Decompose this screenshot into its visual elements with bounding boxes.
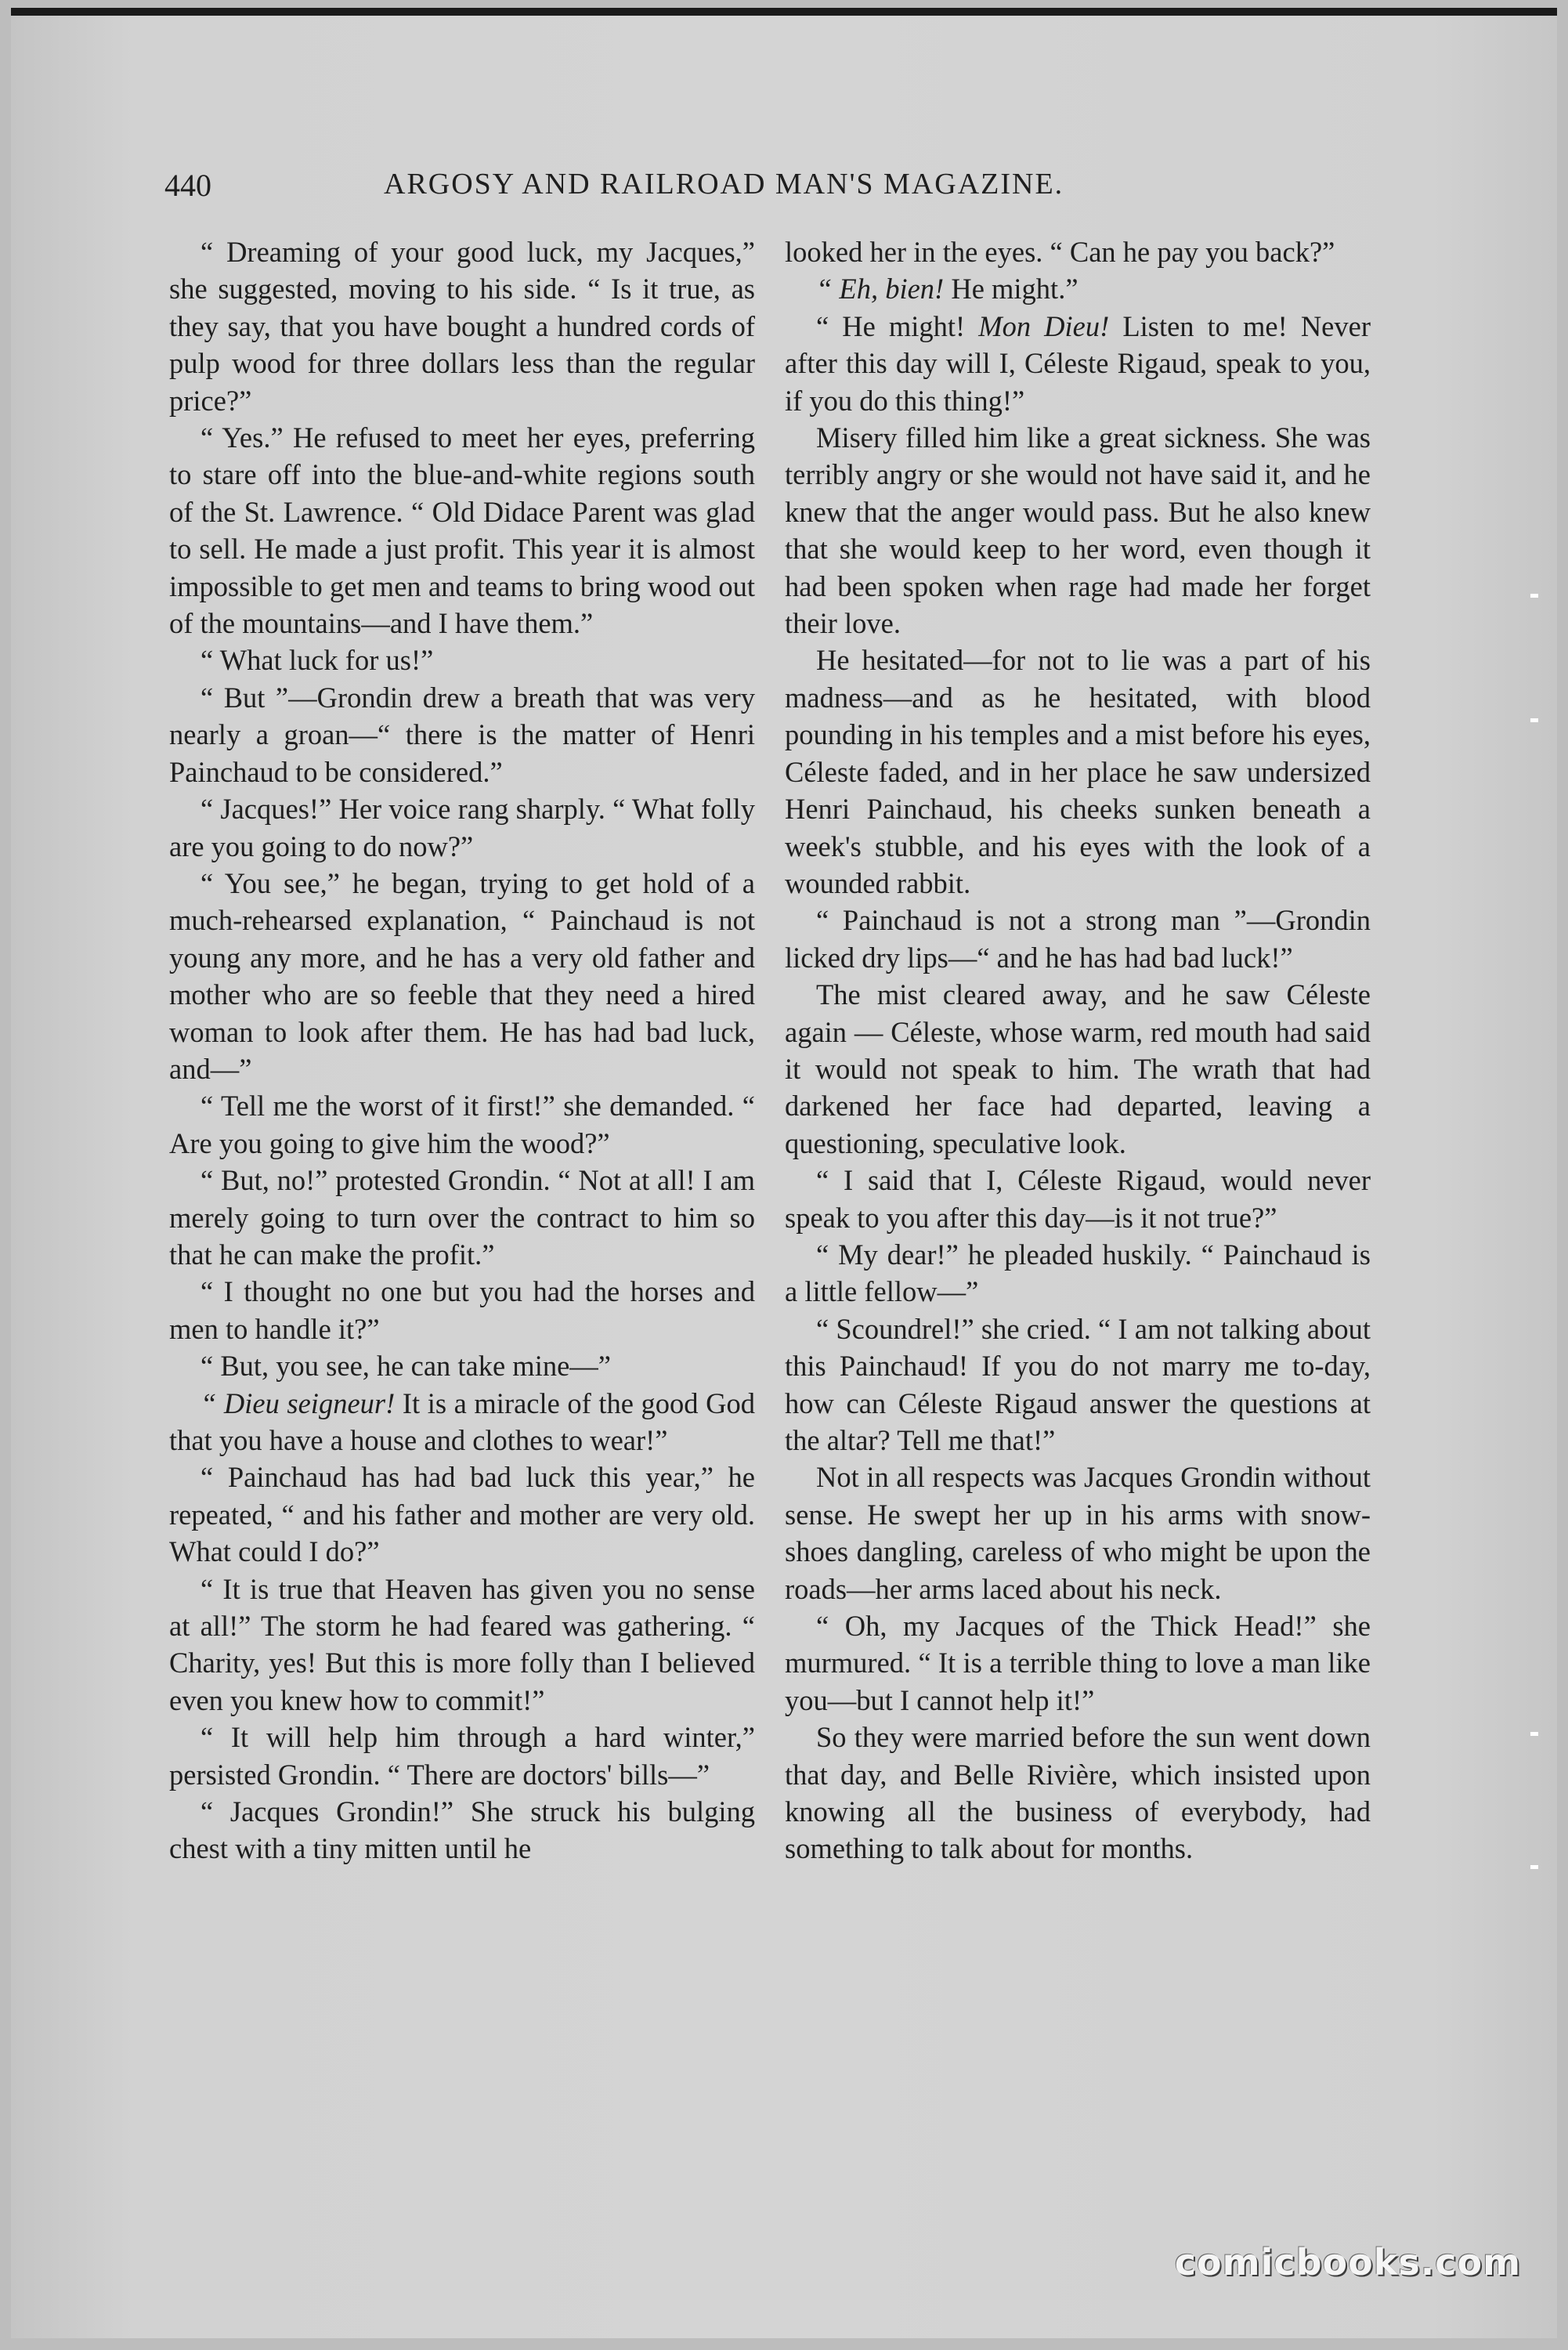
paragraph-text: “ Jacques Grondin!” She struck his bulging chest with a tiny mitten until he (169, 1795, 755, 1865)
paragraph (169, 1571, 755, 1719)
paragraph-text: He might.” (944, 273, 1078, 306)
paragraph-text: looked her in the eyes. “ Can he pay you back?” (785, 236, 1335, 268)
paragraph (785, 233, 1371, 270)
page-number: 440 (164, 168, 211, 203)
paragraph (169, 679, 755, 790)
paragraph-text: “ Painchaud is not a strong man ”—Grondin licked dry lips—“ and he has had bad luck!” (785, 904, 1371, 974)
paragraph-text: “ Dreaming of your good luck, my Jacques,” she suggested, moving to his side. “ Is it true, as they say, that you have bought a hundred cords of pulp wood for three dollars less than the regular price?” (169, 236, 755, 417)
paragraph-italic-text: “ Eh, bien! (816, 273, 945, 306)
paragraph (785, 1236, 1371, 1311)
paragraph (785, 1459, 1371, 1607)
paragraph-text: The mist cleared away, and he saw Céleste again — Céleste, whose warm, red mouth had said it would not speak to him. The wrath that had darkened her face had departed, leaving a questioning, speculative look. (785, 978, 1371, 1159)
paragraph-text: “ Painchaud has had bad luck this year,” he repeated, “ and his father and mother are very old. What could I do?” (169, 1461, 755, 1568)
paragraph-text: “ I said that I, Céleste Rigaud, would never speak to you after this day—is it not true?” (785, 1164, 1371, 1234)
paragraph-text: “ It is true that Heaven has given you no sense at all!” The storm he had feared was gathering. “ Charity, yes! But this is more folly than I believed even you knew how to commit!” (169, 1572, 755, 1716)
edge-mark (1530, 718, 1538, 722)
paragraph-text: “ My dear!” he pleaded huskily. “ Painchaud is a little fellow—” (785, 1238, 1371, 1308)
paragraph (169, 790, 755, 865)
paragraph (169, 233, 755, 419)
paragraph-text: “ It will help him through a hard winter,” persisted Grondin. “ There are doctors' bills—” (169, 1721, 755, 1791)
paragraph (785, 976, 1371, 1162)
paragraph (169, 1459, 755, 1570)
paragraph-text: “ You see,” he began, trying to get hold of a much-rehearsed explanation, “ Painchaud is not young any more, and he has a very old father and mother who are so feeble that they need a hired woman to look after them. He has had bad luck, and—” (169, 866, 755, 1085)
paragraph-italic-text: Mon Dieu! (978, 309, 1110, 342)
page-top-edge (11, 8, 1557, 16)
paragraph-text: “ Tell me the worst of it first!” she demanded. “ Are you going to give him the wood?” (169, 1090, 755, 1159)
paragraph (785, 642, 1371, 902)
paragraph (785, 902, 1371, 976)
right-text-column (785, 233, 1371, 1867)
edge-mark (1530, 594, 1538, 598)
paragraph-text: “ But ”—Grondin drew a breath that was very nearly a groan—“ there is the matter of Henri Painchaud to be considered.” (169, 681, 755, 788)
paragraph (785, 1719, 1371, 1867)
paragraph-text: “ He might! (816, 309, 979, 342)
paragraph-text: “ But, you see, he can take mine—” (201, 1350, 611, 1383)
paragraph (169, 1719, 755, 1793)
paragraph (785, 419, 1371, 642)
paragraph (169, 865, 755, 1087)
paragraph-text: “ Jacques!” Her voice rang sharply. “ What folly are you going to do now?” (169, 793, 755, 862)
paragraph (785, 1607, 1371, 1719)
paragraph-text: “ Yes.” He refused to meet her eyes, preferring to stare off into the blue-and-white regions south of the St. Lawrence. “ Old Didace Parent was glad to sell. He made a just profit. This year it is almost impossible to get men and teams to bring wood out of the mountains—and I have them.” (169, 421, 755, 640)
paragraph-text: Not in all respects was Jacques Grondin without sense. He swept her up in his arms with snow-shoes dangling, careless of who might be upon the roads—her arms laced about his neck. (785, 1461, 1371, 1605)
paragraph-text: “ I thought no one but you had the horses and men to handle it?” (169, 1275, 755, 1345)
left-text-column (169, 233, 755, 1867)
paragraph-text: So they were married before the sun went down that day, and Belle Rivière, which insisted upon knowing all the business of everybody, had something to talk about for months. (785, 1721, 1371, 1865)
paragraph (169, 419, 755, 642)
paragraph-text: “ Oh, my Jacques of the Thick Head!” she murmured. “ It is a terrible thing to love a man like you—but I cannot help it!” (785, 1610, 1371, 1716)
paragraph (785, 1311, 1371, 1459)
magazine-page (11, 8, 1557, 2338)
edge-mark (1530, 1865, 1538, 1869)
paragraph (169, 1385, 755, 1459)
paragraph (169, 1087, 755, 1162)
paragraph-text: It is a miracle of the good God that you have a house and clothes to wear!” (169, 1386, 755, 1456)
edge-mark (1530, 1732, 1538, 1736)
paragraph (785, 270, 1371, 307)
paragraph-text: He hesitated—for not to lie was a part of his madness—and as he hesitated, with blood pounding in his temples and a mist before his eyes, Céleste faded, and in her place he saw undersized Henri Painchaud, his cheeks sunken beneath a week's stubble, and his eyes with the look of a wounded rabbit. (785, 644, 1371, 899)
running-head: ARGOSY AND RAILROAD MAN'S MAGAZINE. (384, 168, 1064, 201)
paragraph (785, 1162, 1371, 1236)
paragraph (169, 1273, 755, 1347)
paragraph (169, 1162, 755, 1273)
paragraph-text: “ Scoundrel!” she cried. “ I am not talking about this Painchaud! If you do not marry me to-day, how can Céleste Rigaud answer the questions at the altar? Tell me that!” (785, 1312, 1371, 1456)
paragraph (169, 1347, 755, 1384)
paragraph-text: Listen to me! Never after this day will I, Céleste Rigaud, speak to you, if you do this thing!” (785, 309, 1371, 417)
paragraph-text: Misery filled him like a great sickness. She was terribly angry or she would not have said it, and he knew that the anger would pass. But he also knew that she would keep to her word, even though it had been spoken when rage had made her forget their love. (785, 421, 1371, 640)
paragraph-text: “ What luck for us!” (201, 644, 434, 677)
watermark-logo: comicbooks.com (1174, 2241, 1521, 2283)
paragraph (785, 308, 1371, 419)
paragraph-italic-text: “ Dieu seigneur! (201, 1386, 396, 1419)
paragraph-text: “ But, no!” protested Grondin. “ Not at all! I am merely going to turn over the contract to him so that he can make the profit.” (169, 1164, 755, 1271)
page-header (164, 167, 1151, 206)
paragraph (169, 1793, 755, 1867)
paragraph (169, 642, 755, 678)
